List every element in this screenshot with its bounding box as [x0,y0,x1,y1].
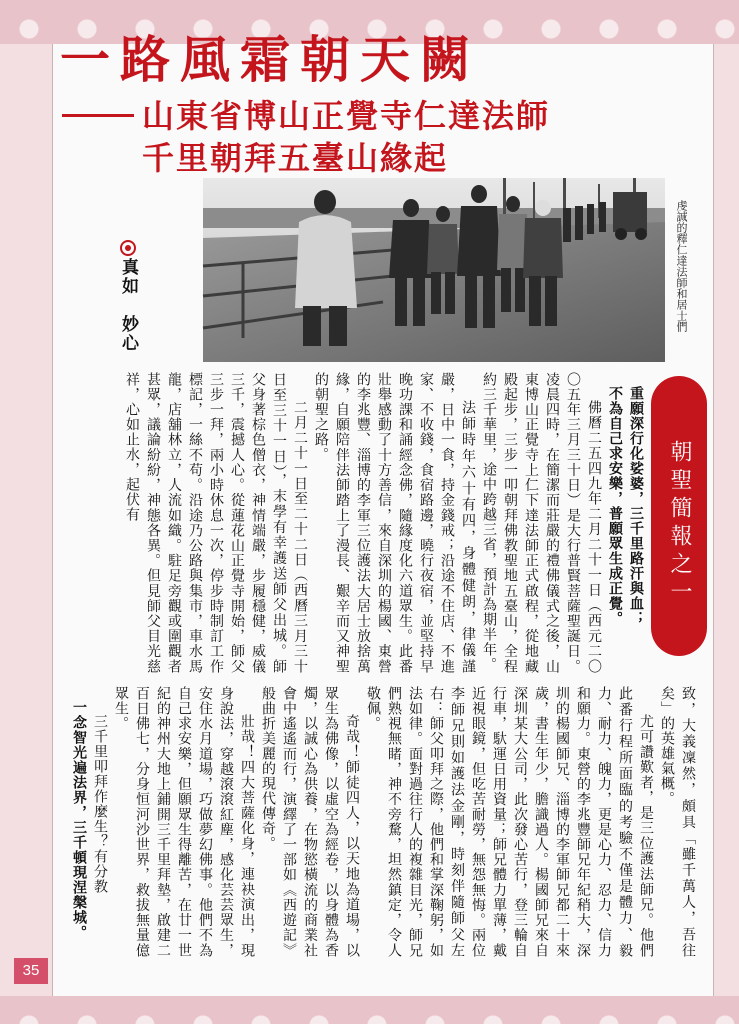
body-paragraph: 壯哉！四大菩薩化身，連袂演出，現身說法，穿越滾滾紅塵，感化芸芸眾生，安住水月道場，巧做夢幻佛事。他們不為自己求安樂，但願眾生得離苦，在廿一世紀的神州大地上鋪開三千里拜墊，啟建二百日佛七，分身恒河沙世界，救拔無量億眾生。 [113,686,255,958]
bottom-decorative-band [0,996,739,1024]
opening-verse-line: 不為自己求安樂，普願眾生成正覺。 [607,386,623,626]
photo-caption: 虔誠的釋仁達法師和居士們 [675,200,688,332]
author-byline [110,240,150,360]
section-banner [651,376,707,656]
page-number: 35 [14,958,48,984]
bullet-circle-icon [120,240,136,256]
body-paragraph: 致，大義凜然，頗具「雖千萬人，吾往矣」的英雄氣概。 [659,686,696,958]
body-paragraph: 法師時年六十有四，身體健朗，律儀謹嚴，日中一食，持金錢戒；沿途不住店、不進家、不收錢，食宿路邊，曉行夜宿，並堅持早晚功課和誦經念佛，隨緣度化六道眾生。此番壯舉感動了十方善信，來自深圳的楊國、東營的李兆豐、淄博的李軍三位護法大居士放捨萬緣，自願陪伴法師踏上了漫長、艱辛而又神聖的朝聖之路。 [313,372,476,674]
author-names: 真如 妙心 [118,258,138,353]
body-paragraph: 奇哉！師徒四人，以天地為道場，以眾生為佛像，以虛空為經卷，以身體為香燭，以誠心為供養，在物慾橫流的商業社會中遙遙而行，演繹了一部如《西遊記》般曲折美麗的現代傳奇。 [260,686,360,958]
body-paragraph: 佛曆二五四九年二月二十一日（西元二〇〇五年三月三十日）是大行普賢菩薩聖誕日。凌晨四時，在簡潔而莊嚴的禮佛儀式之後，山東博山正覺寺上仁下達法師正式啟程，從地藏殿起步，三步一叩朝拜佛教聖地五臺山，全程約三千華里，途中跨越三省，預計為期半年。 [481,372,602,674]
opening-verse-line: 重願深行化娑婆，三千里路汗與血； [628,386,644,626]
pilgrimage-photo [203,178,665,362]
body-paragraph: 二月二十一日至二十二日（西曆三月三十日至三十一日），末學有幸護送師父出城。師父身著棕色僧衣，神情端嚴，步履穩健，威儀三千，震撼人心。從蓮花山正覺寺開始，師父三步一拜，兩小時休息一次，停步時制訂工作標記，一絲不苟。沿途乃公路與集市，車水馬龍，店舖林立，人流如織。駐足旁觀或圍觀者甚眾，議論紛紛，神態各異。但見師父目光慈祥，心如止水，起伏有 [124,372,308,674]
article-body-upper [76,372,646,674]
article-subtitle-line2: 千里朝拜五臺山緣起 [142,139,449,177]
article-title: 一路風霜朝天闕 [60,30,480,89]
article-body-lower [71,686,698,958]
article-subtitle-line1: 山東省博山正覺寺仁達法師 [142,97,551,135]
closing-verse-line: 一念智光遍法界，三千頓現涅槃城。 [71,700,87,940]
section-banner-label: 朝聖簡報之一 [667,440,692,608]
subtitle-dash [62,114,134,117]
body-paragraph: 三千里叩拜作麼生？有分教 [92,714,108,894]
body-paragraph: 尤可讚歎者，是三位護法師兄。他們此番行程所面臨的考驗不僅是體力、毅力、耐力、魄力，更是心力、忍力、信力和願力。東營的李兆豐師兄年紀稍大，深圳的楊國師兄、淄博的李軍師兄都二十來歲，書生年少，膽識過人。楊國師兄來自深圳某大公司，此次發心苦行，登三輪自行車，馱運日用資量；師兄體力單薄，戴近視眼鏡，但吃苦耐勞，無怨無悔。兩位李師兄則如護法金剛，時刻伴隨師父左右：師父叩拜之際，他們和掌深鞠躬，如法如律。面對過往行人的複雜目光，師兄們熟視無睹，神不旁騖，坦然鎮定，令人敬佩。 [365,686,654,958]
